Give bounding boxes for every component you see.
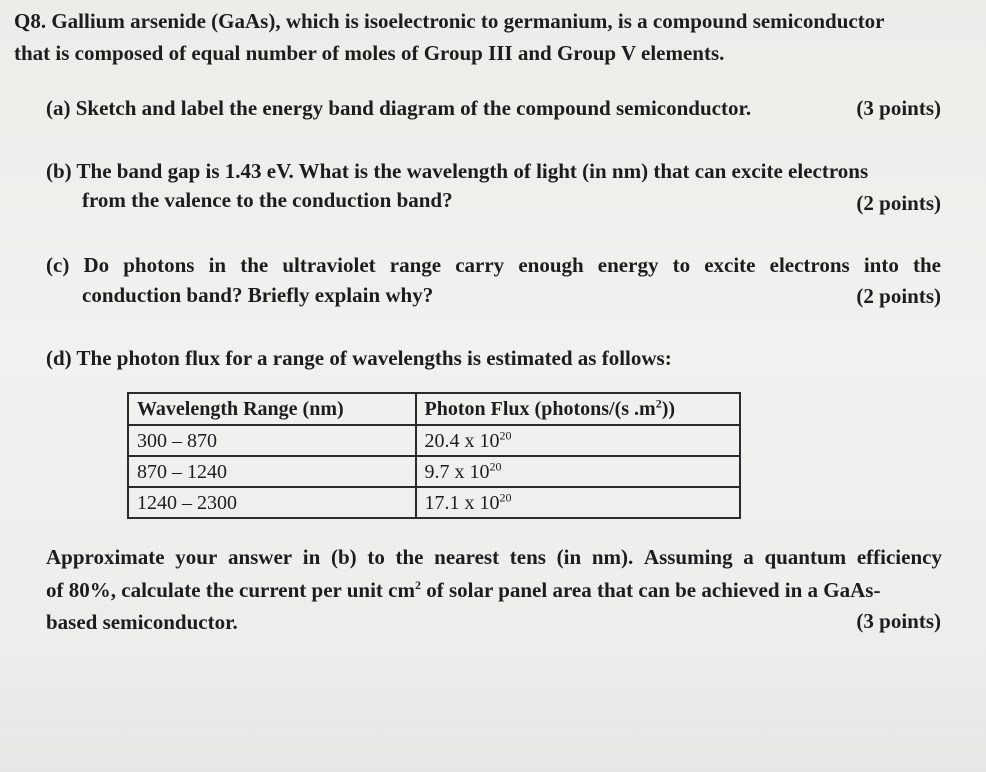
followup-word: quantum xyxy=(764,545,847,569)
part-a-text: (a) Sketch and label the energy band diagram of the compound semiconductor. xyxy=(46,96,752,120)
part-c-word: electrons xyxy=(769,253,850,277)
followup-word: nm). xyxy=(591,545,634,569)
photon-flux-exponent: 20 xyxy=(489,458,502,473)
part-c-word: the xyxy=(240,253,269,277)
part-c-word: (c) xyxy=(46,253,70,277)
followup-word: a xyxy=(743,545,754,569)
part-c-word: the xyxy=(912,253,941,277)
part-c-word: ultraviolet xyxy=(282,253,376,277)
followup-word: tens xyxy=(509,545,546,569)
part-b-line-1: (b) The band gap is 1.43 eV. What is the wavelength of light (in nm) that can excite electrons xyxy=(46,159,869,183)
table-header-row xyxy=(128,393,740,425)
part-c-word: carry xyxy=(455,253,505,277)
followup-word: answer xyxy=(227,545,293,569)
part-d-followup-line-3: based semiconductor. xyxy=(46,610,238,634)
followup-word: the xyxy=(395,545,424,569)
part-d-followup-line-2 xyxy=(46,578,880,602)
followup-word: in xyxy=(302,545,321,569)
part-b-line-2: from the valence to the conduction band? xyxy=(82,188,453,212)
part-d-points: (3 points) xyxy=(856,609,941,633)
part-c-line-1 xyxy=(46,253,941,277)
photon-flux-cell xyxy=(416,456,740,487)
question-title-line-2: that is composed of equal number of moles of Group III and Group V elements. xyxy=(14,41,725,65)
followup-word: Assuming xyxy=(643,545,733,569)
followup-word: (b) xyxy=(330,545,357,569)
wavelength-range-cell: 870 – 1240 xyxy=(128,456,416,487)
photon-flux-exponent: 20 xyxy=(499,427,512,442)
part-b-points: (2 points) xyxy=(856,191,941,215)
photon-flux-value: 9.7 x 10 xyxy=(424,460,490,483)
paper-shading xyxy=(0,647,986,772)
photon-flux-header-close: )) xyxy=(661,398,676,420)
part-c-line-2: conduction band? Briefly explain why? xyxy=(82,283,434,307)
followup-line-2-start: of 80%, calculate the current per unit cm xyxy=(46,578,415,602)
part-c-word: photons xyxy=(123,253,195,277)
part-d-text: (d) The photon flux for a range of wavelengths is estimated as follows: xyxy=(46,346,672,370)
wavelength-range-header: Wavelength Range (nm) xyxy=(128,393,416,425)
photon-flux-header-text: Photon Flux (photons/(s .m xyxy=(424,398,656,420)
photon-flux-header-exponent: 2 xyxy=(655,396,662,411)
part-c-points: (2 points) xyxy=(856,284,941,308)
part-a-points: (3 points) xyxy=(856,96,941,120)
photon-flux-header xyxy=(416,393,740,425)
question-title-line-1: Q8. Gallium arsenide (GaAs), which is isoelectronic to germanium, is a compound semiconductor xyxy=(14,9,885,33)
photon-flux-value: 20.4 x 10 xyxy=(424,429,500,452)
followup-word: (in xyxy=(556,545,582,569)
part-c-word: energy xyxy=(597,253,659,277)
photon-flux-exponent: 20 xyxy=(499,489,512,504)
wavelength-range-cell: 1240 – 2300 xyxy=(128,487,416,518)
table-row xyxy=(128,487,740,518)
followup-word: Approximate xyxy=(46,545,165,569)
part-c-word: in xyxy=(208,253,227,277)
followup-line-2-end: of solar panel area that can be achieved in a GaAs- xyxy=(421,578,881,602)
part-d-followup-line-1 xyxy=(46,545,942,569)
part-c-word: range xyxy=(389,253,442,277)
table-row xyxy=(128,425,740,456)
wavelength-range-cell: 300 – 870 xyxy=(128,425,416,456)
photon-flux-cell xyxy=(416,425,740,456)
part-c-word: excite xyxy=(704,253,756,277)
followup-word: to xyxy=(367,545,385,569)
part-c-word: to xyxy=(672,253,691,277)
followup-word: efficiency xyxy=(856,545,942,569)
photon-flux-cell xyxy=(416,487,740,518)
followup-word: nearest xyxy=(434,545,500,569)
part-c-word: enough xyxy=(518,253,584,277)
followup-word: your xyxy=(175,545,218,569)
part-c-word: Do xyxy=(83,253,110,277)
photon-flux-value: 17.1 x 10 xyxy=(424,491,500,514)
cm-exponent: 2 xyxy=(415,578,421,592)
photon-flux-table xyxy=(127,392,741,519)
table-row xyxy=(128,456,740,487)
part-c-word: into xyxy=(863,253,899,277)
